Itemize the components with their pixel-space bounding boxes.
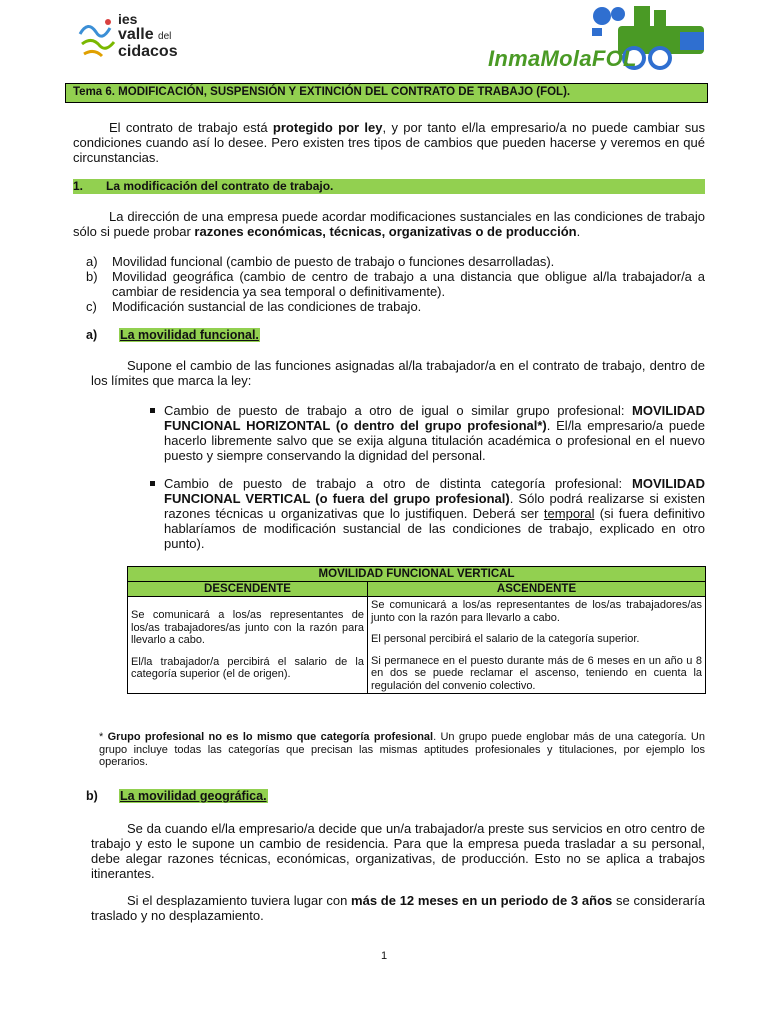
list-text: Modificación sustancial de las condiciones de trabajo. <box>112 299 422 314</box>
table-cell-text: Se comunicará a los/as representantes de los/as trabajadores/as junto con la razón para llevarlo a cabo. <box>371 599 703 624</box>
subsection-b-heading <box>86 789 386 805</box>
section-1-heading <box>73 179 705 194</box>
bullet-2-bold: MOVILIDAD FUNCIONAL VERTICAL (o fuera del grupo profesional) <box>164 476 705 506</box>
school-logo-text <box>118 12 178 59</box>
section-1-paragraph <box>73 209 705 239</box>
school-logo-icon <box>78 14 118 64</box>
list-text: Movilidad funcional (cambio de puesto de trabajo o funciones desarrolladas). <box>112 254 555 269</box>
footnote-text: . Un grupo puede englobar más de una categoría. Un grupo incluye todas las categorías que precisan las mismas aptitudes profesionales y titulaciones, por ejemplo los operarios. <box>99 731 705 768</box>
bullet-1-text-2: . El/la empresario/a puede hacerlo libremente salvo que se exija alguna titulación académica o profesional en el nuevo puesto y siempre conservando la dignidad del personal. <box>164 418 705 463</box>
bullet-icon <box>150 481 155 486</box>
section-1-end: . <box>576 224 581 239</box>
table-cell-text: Se comunicará a los/as representantes de los/as trabajadores/as junto con la razón para llevarlo a cabo. <box>131 609 364 647</box>
intro-text-1: El contrato de trabajo está <box>109 120 273 135</box>
subsection-a-heading <box>86 328 386 344</box>
table-cell-text: El/la trabajador/a percibirá el salario de la categoría superior (el de origen). <box>131 655 364 681</box>
section-1-text: La dirección de una empresa puede acordar modificaciones sustanciales en las condiciones de trabajo sólo si puede probar <box>73 209 705 239</box>
movilidad-vertical-table <box>127 566 706 694</box>
table-cell-text: El personal percibirá el salario de la categoría superior. <box>371 633 640 645</box>
subsection-b-bold: más de 12 meses en un periodo de 3 años <box>351 893 613 908</box>
subsection-a-title: La movilidad funcional. <box>120 328 259 342</box>
intro-bold: protegido por ley <box>272 120 383 135</box>
bullet-2-text-3: (si fuera definitivo hablaríamos de modificación sustancial de las condiciones de trabajo, explicado en otro punto). <box>164 506 705 551</box>
subsection-b-paragraph-2 <box>91 893 705 923</box>
intro-paragraph <box>73 120 705 165</box>
footnote-grupo-profesional <box>99 731 705 769</box>
logo-del-word: del <box>158 31 172 42</box>
logo-line-valle <box>118 27 178 44</box>
bullet-2-text-2: . Sólo podrá realizarse si existen razones técnicas u organizativas que lo justifiquen. Deberá ser <box>164 491 706 521</box>
section-1-number: 1. <box>73 179 84 193</box>
footnote-bold: Grupo profesional no es lo mismo que categoría profesional <box>107 731 434 743</box>
table-cell-text: Si permanece en el puesto durante más de 6 meses en un año u 8 en dos se puede reclamar el ascenso, teniendo en cuenta la regulación del convenio colectivo. <box>371 654 703 692</box>
subsection-b-text-1: Si el desplazamiento tuviera lugar con <box>127 893 352 908</box>
subsection-a-paragraph: Supone el cambio de las funciones asignadas al/la trabajador/a en el contrato de trabajo, dentro de los límites que marca la ley: <box>91 358 705 388</box>
subsection-b-marker: b) <box>86 789 98 803</box>
bullet-1-text-1: Cambio de puesto de trabajo a otro de igual o similar grupo profesional: <box>164 403 633 418</box>
table-cell-descendente <box>128 597 368 694</box>
school-logo <box>78 10 228 68</box>
list-marker: a) <box>86 254 98 269</box>
table-title: MOVILIDAD FUNCIONAL VERTICAL <box>128 567 706 582</box>
footnote-star: * <box>99 731 108 743</box>
bullet-2-underlined: temporal <box>543 506 595 521</box>
logo-line-ies: ies <box>118 11 138 27</box>
subsection-b-text-2: se consideraría traslado y no desplazamiento. <box>91 893 705 923</box>
list-text: Movilidad geográfica (cambio de centro de trabajo a una distancia que obligue al/la trabajador/a a cambiar de residencia ya sea temporal o definitivamente). <box>112 269 705 299</box>
intro-text-2: , y por tanto el/la empresario/a no puede cambiar sus condiciones cuando así lo desee. Pero existen tres tipos de cambios que pueden hacerse y veremos en qué circunstancias. <box>73 120 705 165</box>
logo-line-cidacos: cidacos <box>118 43 178 60</box>
subsection-b-title: La movilidad geográfica. <box>120 789 267 803</box>
bullet-horizontal <box>164 403 705 463</box>
brand-logo <box>484 2 712 78</box>
subsection-a-marker: a) <box>86 328 98 342</box>
brand-name: InmaMolaFOL <box>488 46 637 71</box>
bullet-2-text-1: Cambio de puesto de trabajo a otro de distinta categoría profesional: <box>164 476 633 491</box>
bullet-vertical <box>164 476 705 551</box>
table-header-descendente: DESCENDENTE <box>128 582 368 597</box>
table-header-ascendente: ASCENDENTE <box>368 582 706 597</box>
subsection-b-paragraph-1: Se da cuando el/la empresario/a decide que un/a trabajador/a preste sus servicios en otro centro de trabajo y esto le supone un cambio de residencia. Para que la empresa pueda trasladar a su personal, debe alegar razones técnicas, económicas, organizativas, de producción. Esto no se aplica a trabajos itinerantes. <box>91 821 705 881</box>
section-1-bold: razones económicas, técnicas, organizativas o de producción <box>194 224 577 239</box>
logo-valle-word: valle <box>118 26 154 43</box>
bullet-1-bold: MOVILIDAD FUNCIONAL HORIZONTAL (o dentro del grupo profesional*) <box>164 403 705 433</box>
page-number: 1 <box>380 950 388 962</box>
document-title: Tema 6. MODIFICACIÓN, SUSPENSIÓN Y EXTINCIÓN DEL CONTRATO DE TRABAJO (FOL). <box>65 83 708 103</box>
table-cell-ascendente <box>368 597 706 694</box>
list-marker: b) <box>86 269 98 284</box>
list-marker: c) <box>86 299 97 314</box>
bullet-icon <box>150 408 155 413</box>
section-1-title: La modificación del contrato de trabajo. <box>106 179 334 193</box>
